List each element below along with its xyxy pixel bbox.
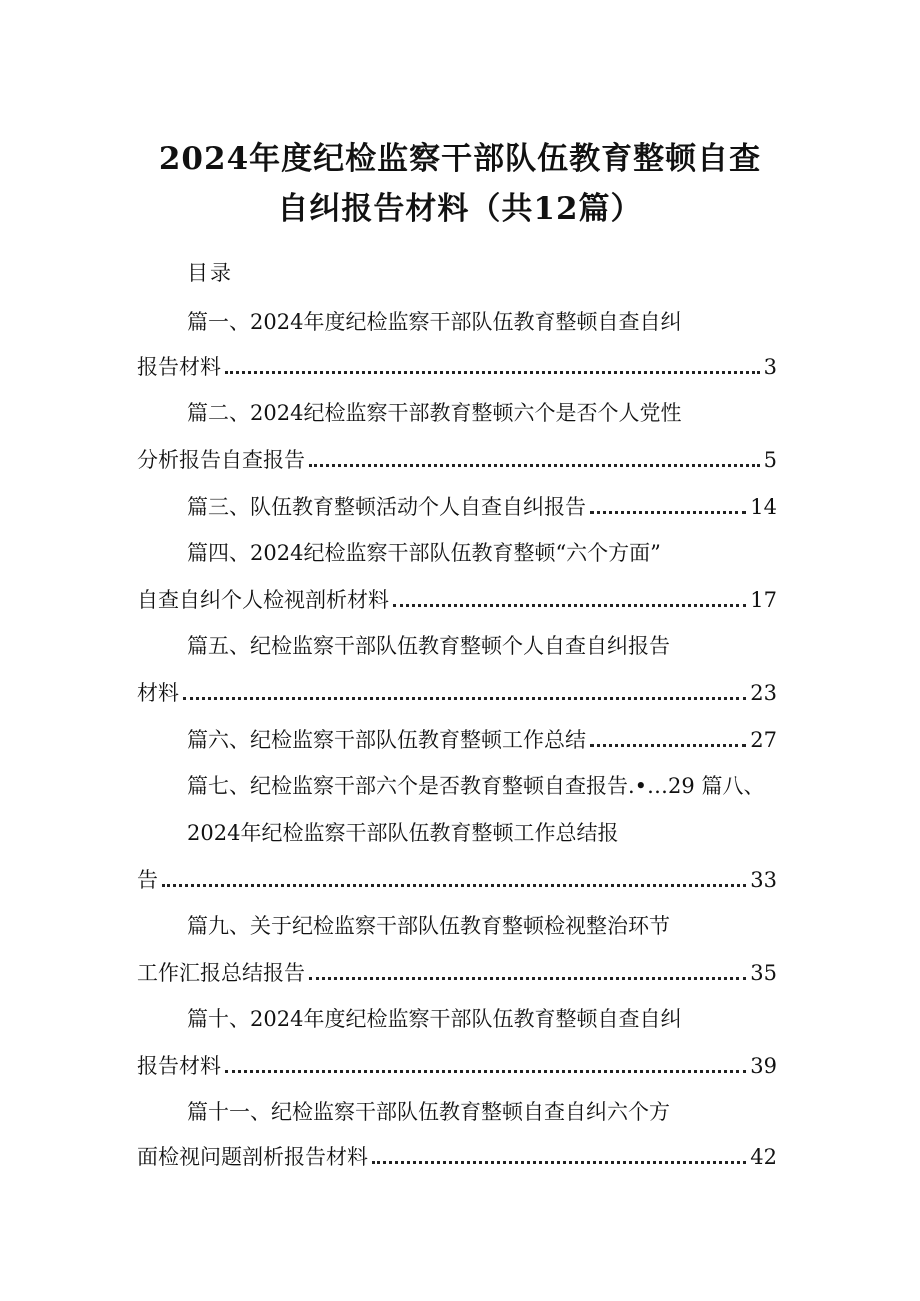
toc-entry-4-leader-line[interactable] xyxy=(137,585,777,615)
toc-entry-9-title-cont: 工作汇报总结报告 xyxy=(137,961,305,985)
toc-entry-10-page: 39 xyxy=(750,1054,777,1078)
toc-entry-5-leader-line[interactable] xyxy=(137,678,777,708)
dot-leader xyxy=(590,510,746,514)
dot-leader xyxy=(162,883,746,887)
dot-leader xyxy=(590,743,746,747)
toc-entry-1-leader-line[interactable] xyxy=(137,352,777,382)
toc-entry-6-page: 27 xyxy=(750,728,777,752)
toc-entry-1-title-cont: 报告材料 xyxy=(137,355,221,379)
dot-leader xyxy=(309,976,746,980)
toc-entry-9-leader-line[interactable] xyxy=(137,958,777,988)
toc-entry-8-page: 33 xyxy=(750,868,777,892)
toc-entry-5-page: 23 xyxy=(750,681,777,705)
document-title-line2: 自纠报告材料（共12篇） xyxy=(277,191,643,227)
toc-entry-2-title[interactable]: 篇二、2024纪检监察干部教育整顿六个是否个人党性 xyxy=(187,401,682,425)
toc-entry-10-title[interactable]: 篇十、2024年度纪检监察干部队伍教育整顿自查自纠 xyxy=(187,1007,682,1031)
toc-entry-11-title[interactable]: 篇十一、纪检监察干部队伍教育整顿自查自纠六个方 xyxy=(187,1100,670,1124)
toc-entry-5-title[interactable]: 篇五、纪检监察干部队伍教育整顿个人自查自纠报告 xyxy=(187,634,670,658)
document-title-line1: 2024年度纪检监察干部队伍教育整顿自查 xyxy=(158,141,762,177)
toc-entry-2-page: 5 xyxy=(763,448,777,472)
toc-entry-9-title[interactable]: 篇九、关于纪检监察干部队伍教育整顿检视整治环节 xyxy=(187,914,670,938)
toc-entry-3-title: 篇三、队伍教育整顿活动个人自查自纠报告 xyxy=(187,495,586,519)
toc-entry-1-title[interactable]: 篇一、2024年度纪检监察干部队伍教育整顿自查自纠 xyxy=(187,310,682,334)
toc-entry-3-page: 14 xyxy=(750,495,777,519)
toc-entry-10-leader-line[interactable] xyxy=(137,1051,777,1081)
dot-leader xyxy=(309,463,760,467)
toc-entry-5-title-cont: 材料 xyxy=(137,681,179,705)
dot-leader xyxy=(225,370,760,374)
toc-heading: 目录 xyxy=(187,261,233,285)
toc-entry-11-title-cont: 面检视问题剖析报告材料 xyxy=(137,1145,368,1169)
toc-entry-8-leader-line[interactable] xyxy=(137,865,777,895)
toc-entry-6-leader-line[interactable] xyxy=(187,725,777,755)
toc-entry-11-leader-line[interactable] xyxy=(137,1142,777,1172)
toc-entry-8-title-cont: 告 xyxy=(137,868,158,892)
dot-leader xyxy=(372,1160,746,1164)
dot-leader xyxy=(393,603,746,607)
toc-entry-10-title-cont: 报告材料 xyxy=(137,1054,221,1078)
toc-entry-11-page: 42 xyxy=(750,1145,777,1169)
toc-entry-2-title-cont: 分析报告自查报告 xyxy=(137,448,305,472)
toc-entry-9-page: 35 xyxy=(750,961,777,985)
toc-entry-4-title[interactable]: 篇四、2024纪检监察干部队伍教育整顿“六个方面” xyxy=(187,541,661,565)
toc-entry-6-title: 篇六、纪检监察干部队伍教育整顿工作总结 xyxy=(187,728,586,752)
toc-entry-2-leader-line[interactable] xyxy=(137,445,777,475)
toc-entry-4-page: 17 xyxy=(750,588,777,612)
toc-entry-4-title-cont: 自查自纠个人检视剖析材料 xyxy=(137,588,389,612)
dot-leader xyxy=(225,1069,746,1073)
toc-entry-3-leader-line[interactable] xyxy=(187,492,777,522)
dot-leader xyxy=(183,696,746,700)
toc-entry-1-page: 3 xyxy=(763,355,777,379)
toc-entry-8-title[interactable]: 2024年纪检监察干部队伍教育整顿工作总结报 xyxy=(187,821,619,845)
toc-entry-7-title[interactable]: 篇七、纪检监察干部六个是否教育整顿自查报告.•…29 篇八、 xyxy=(187,774,765,798)
